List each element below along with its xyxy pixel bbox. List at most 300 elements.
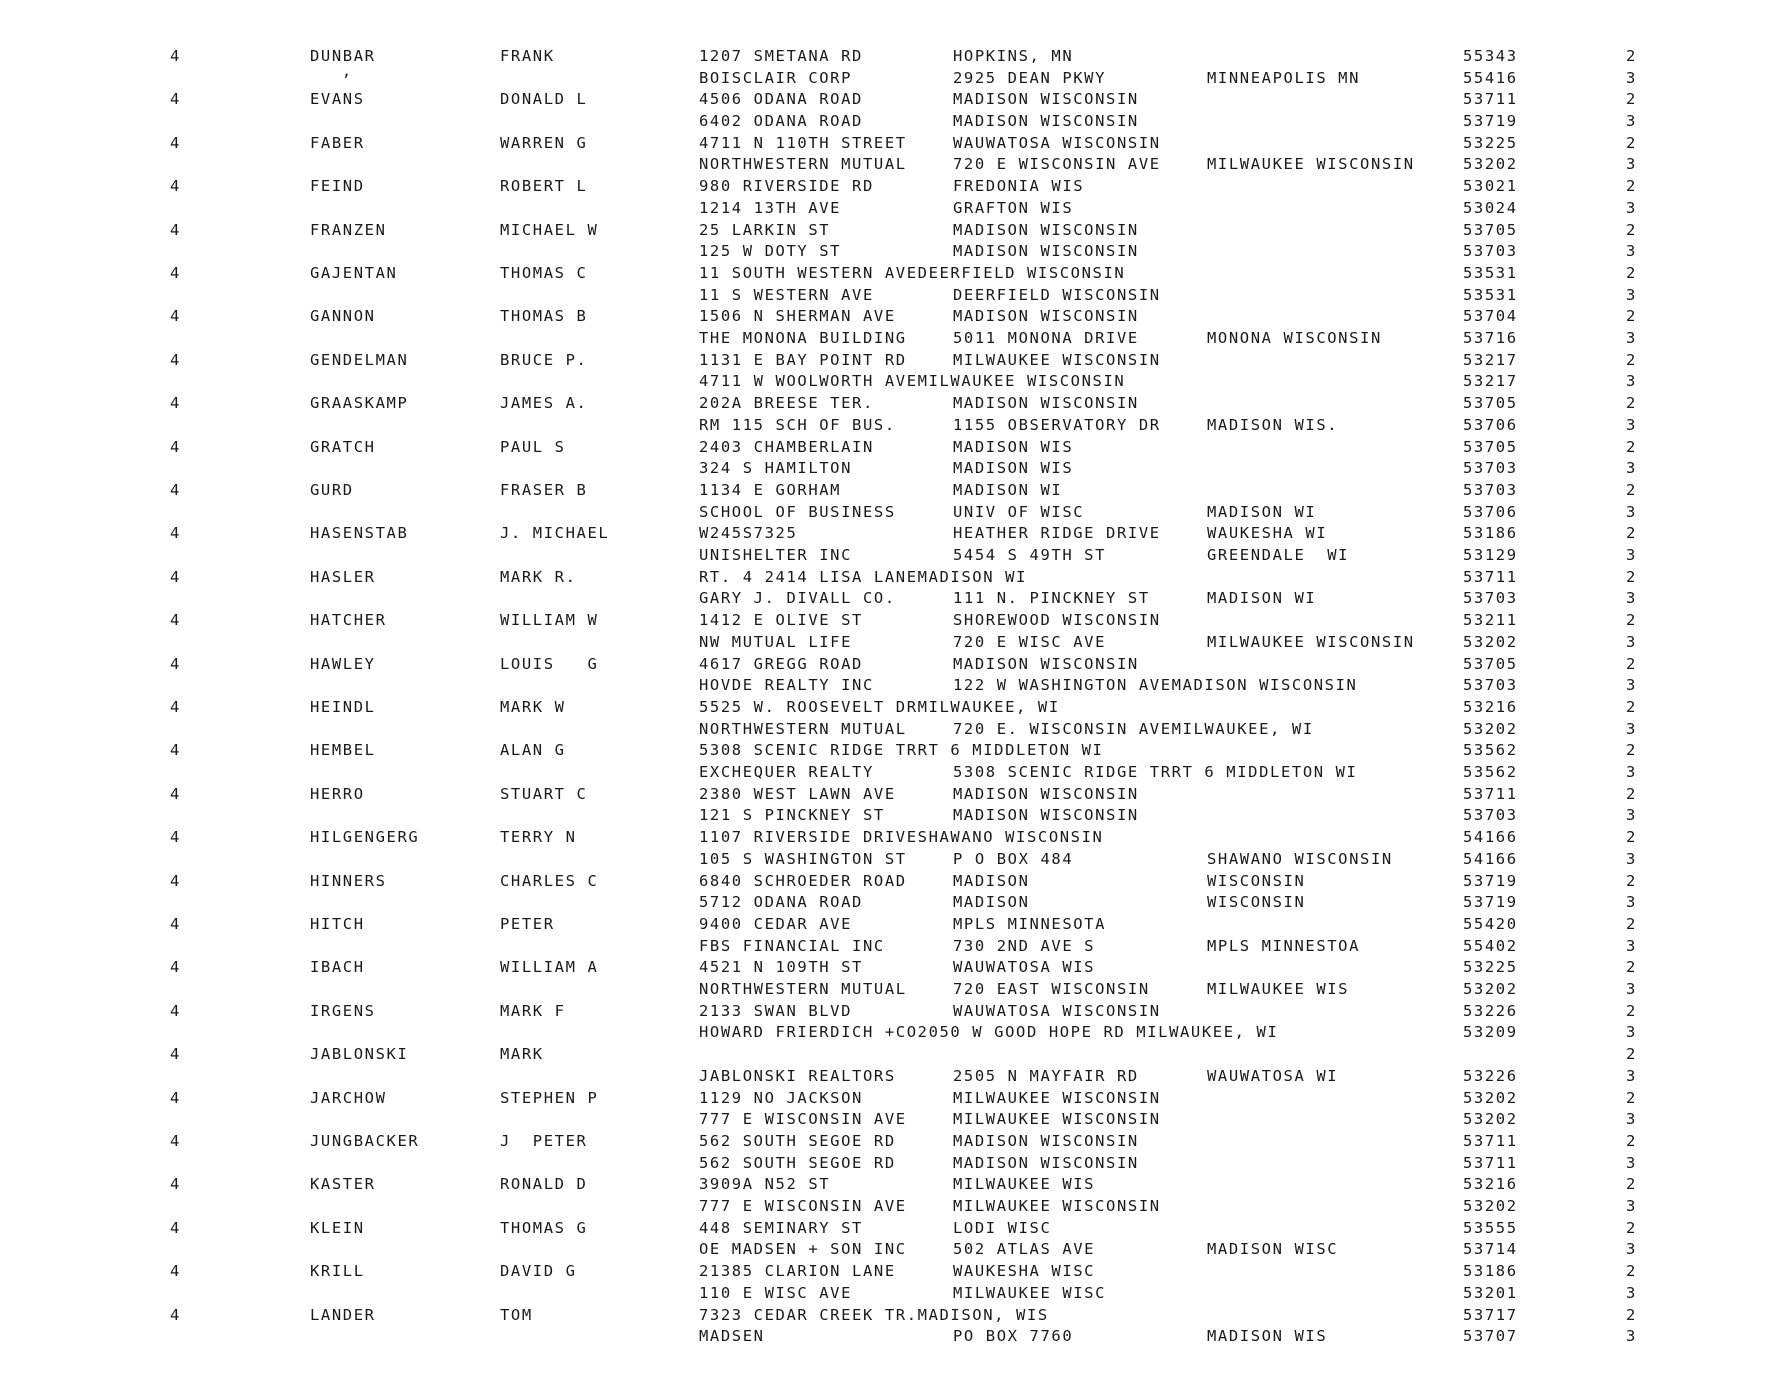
zip-code: 53186 — [1463, 1262, 1518, 1281]
address-line: GARY J. DIVALL CO. — [699, 589, 896, 608]
city-field: P O BOX 484 — [953, 849, 1074, 868]
address-code: 3 — [1626, 459, 1637, 478]
last-name: HATCHER — [310, 611, 387, 630]
location-field: MADISON WIS — [1207, 1327, 1328, 1346]
group-number: 4 — [170, 1218, 181, 1237]
record-line-business — [0, 719, 1791, 741]
city-field: MADISON WISCONSIN — [953, 1153, 1139, 1172]
address-code: 2 — [1626, 828, 1637, 847]
address-line: 202A BREESE TER. — [699, 394, 874, 413]
zip-code: 53714 — [1463, 1240, 1518, 1259]
record-line-home — [0, 523, 1791, 545]
record-line-business — [0, 68, 1791, 90]
city-field: MADISON WISCONSIN — [953, 220, 1139, 239]
first-name: J PETER — [500, 1132, 588, 1150]
last-name: KRILL — [310, 1262, 365, 1281]
last-name: HERRO — [310, 784, 365, 803]
zip-code: 53703 — [1463, 676, 1518, 695]
last-name: HEINDL — [310, 698, 376, 716]
address-line: 1214 13TH AVE — [699, 198, 842, 217]
address-code: 3 — [1626, 893, 1637, 912]
address-code: 3 — [1626, 68, 1637, 87]
city-field: WAUWATOSA WISCONSIN — [953, 1001, 1161, 1020]
address-code: 2 — [1626, 1045, 1637, 1064]
location-field: MPLS MINNESTOA — [1207, 936, 1361, 955]
city-field: HOPKINS, MN — [953, 47, 1074, 65]
zip-code: 53216 — [1463, 1175, 1518, 1194]
address-line: NORTHWESTERN MUTUAL — [699, 980, 907, 999]
address-line: 9400 CEDAR AVE — [699, 915, 853, 933]
group-number: 4 — [170, 1088, 181, 1107]
group-number: 4 — [170, 784, 181, 803]
address-line: 1506 N SHERMAN AVE — [699, 307, 896, 326]
group-number: 4 — [170, 394, 181, 413]
directory-record — [0, 1088, 1791, 1131]
record-line-business — [0, 328, 1791, 350]
zip-code: 53202 — [1463, 632, 1518, 651]
first-name: BRUCE P. — [500, 350, 588, 369]
group-number: 4 — [170, 1305, 181, 1324]
record-line-home — [0, 1131, 1791, 1153]
address-line: 4521 N 109TH ST — [699, 958, 863, 977]
city-field: MADISON WISCONSIN — [953, 654, 1139, 673]
address-line: 4617 GREGG ROAD — [699, 654, 863, 673]
zip-code: 53202 — [1463, 1110, 1518, 1129]
first-name: PETER — [500, 915, 555, 933]
directory-record — [0, 827, 1791, 870]
record-line-business — [0, 632, 1791, 654]
address-line: SCHOOL OF BUSINESS — [699, 502, 896, 521]
directory-record — [0, 654, 1791, 697]
first-name: TOM — [500, 1305, 533, 1324]
record-line-home — [0, 871, 1791, 893]
city-field: MILWAUKEE WIS — [953, 1175, 1096, 1194]
address-code: 2 — [1626, 220, 1637, 239]
first-name: ROBERT L — [500, 177, 588, 196]
city-field: 2925 DEAN PKWY — [953, 68, 1107, 87]
zip-code: 53531 — [1463, 285, 1518, 304]
zip-code: 53703 — [1463, 589, 1518, 608]
address-code: 2 — [1626, 437, 1637, 456]
address-code: 3 — [1626, 763, 1637, 782]
record-line-home — [0, 1044, 1791, 1066]
directory-record — [0, 957, 1791, 1000]
address-code: 3 — [1626, 1283, 1637, 1302]
first-name: RONALD D — [500, 1175, 588, 1194]
address-line: 1412 E OLIVE ST — [699, 611, 863, 630]
address-code: 2 — [1626, 654, 1637, 673]
address-line: 5308 SCENIC RIDGE TRRT 6 MIDDLETON WI — [699, 741, 1104, 760]
address-code: 2 — [1626, 611, 1637, 630]
directory-record — [0, 1001, 1791, 1044]
record-line-home — [0, 610, 1791, 632]
zip-code: 55420 — [1463, 915, 1518, 933]
zip-code: 53705 — [1463, 220, 1518, 239]
record-line-business — [0, 285, 1791, 307]
directory-record — [0, 133, 1791, 176]
address-code: 3 — [1626, 285, 1637, 304]
zip-code: 53707 — [1463, 1327, 1518, 1346]
zip-code: 53719 — [1463, 112, 1518, 131]
zip-code: 53225 — [1463, 958, 1518, 977]
directory-record — [0, 1174, 1791, 1217]
city-field: WAUWATOSA WISCONSIN — [953, 133, 1161, 152]
zip-code: 53705 — [1463, 394, 1518, 413]
address-code: 2 — [1626, 177, 1637, 196]
zip-code: 53711 — [1463, 567, 1518, 586]
zip-code: 53704 — [1463, 307, 1518, 326]
record-line-home — [0, 697, 1791, 719]
directory-record — [0, 306, 1791, 349]
city-field: FREDONIA WIS — [953, 177, 1085, 196]
address-code: 2 — [1626, 307, 1637, 326]
address-line: 4711 W WOOLWORTH AVEMILWAUKEE WISCONSIN — [699, 372, 1126, 391]
address-line: 5712 ODANA ROAD — [699, 893, 863, 912]
address-line: 4506 ODANA ROAD — [699, 90, 863, 109]
address-code: 3 — [1626, 632, 1637, 651]
address-code: 3 — [1626, 155, 1637, 174]
address-code: 3 — [1626, 1197, 1637, 1216]
zip-code: 53217 — [1463, 350, 1518, 369]
zip-code: 53711 — [1463, 90, 1518, 109]
zip-code: 53024 — [1463, 198, 1518, 217]
directory-record — [0, 567, 1791, 610]
location-field: MADISON WI — [1207, 589, 1317, 608]
address-line: 7323 CEDAR CREEK TR.MADISON, WIS — [699, 1305, 1049, 1324]
city-field: 5454 S 49TH ST — [953, 546, 1107, 565]
first-name: WARREN G — [500, 133, 588, 152]
location-field: MILWAUKEE WIS — [1207, 980, 1350, 999]
city-field: GRAFTON WIS — [953, 198, 1074, 217]
directory-record — [0, 89, 1791, 132]
city-field: WAUWATOSA WIS — [953, 958, 1096, 977]
first-name: TERRY N — [500, 828, 577, 847]
zip-code: 53202 — [1463, 980, 1518, 999]
city-field: UNIV OF WISC — [953, 502, 1085, 521]
record-line-business — [0, 1022, 1791, 1044]
address-line: 777 E WISCONSIN AVE — [699, 1197, 907, 1216]
group-number: 4 — [170, 90, 181, 109]
directory-record — [0, 437, 1791, 480]
zip-code: 53129 — [1463, 546, 1518, 565]
address-code: 2 — [1626, 1305, 1637, 1324]
last-name: HEMBEL — [310, 741, 376, 760]
address-code: 2 — [1626, 567, 1637, 586]
group-number: 4 — [170, 611, 181, 630]
stray-mark: , — [342, 62, 352, 80]
address-code: 3 — [1626, 980, 1637, 999]
address-line: 1131 E BAY POINT RD — [699, 350, 907, 369]
record-line-business — [0, 979, 1791, 1001]
address-code: 2 — [1626, 133, 1637, 152]
city-field: MADISON WISCONSIN — [953, 806, 1139, 825]
directory-record — [0, 176, 1791, 219]
zip-code: 53531 — [1463, 264, 1518, 282]
record-line-home — [0, 306, 1791, 328]
address-code: 2 — [1626, 264, 1637, 282]
first-name: MARK F — [500, 1001, 566, 1020]
address-code: 2 — [1626, 1132, 1637, 1150]
first-name: MICHAEL W — [500, 220, 599, 239]
address-line: BOISCLAIR CORP — [699, 68, 853, 87]
address-code: 3 — [1626, 719, 1637, 738]
last-name: HASENSTAB — [310, 524, 409, 543]
address-line: 5525 W. ROOSEVELT DRMILWAUKEE, WI — [699, 698, 1060, 716]
record-line-business — [0, 1239, 1791, 1261]
zip-code: 53719 — [1463, 893, 1518, 912]
record-line-business — [0, 936, 1791, 958]
record-line-business — [0, 762, 1791, 784]
group-number: 4 — [170, 177, 181, 196]
record-line-home — [0, 1174, 1791, 1196]
address-code: 3 — [1626, 1153, 1637, 1172]
city-field: MILWAUKEE WISCONSIN — [953, 1110, 1161, 1129]
city-field: MILWAUKEE WISC — [953, 1283, 1107, 1302]
zip-code: 53209 — [1463, 1023, 1518, 1042]
zip-code: 53202 — [1463, 719, 1518, 738]
address-line: FBS FINANCIAL INC — [699, 936, 885, 955]
record-line-home — [0, 480, 1791, 502]
group-number: 4 — [170, 481, 181, 499]
zip-code: 53202 — [1463, 155, 1518, 174]
city-field: 1155 OBSERVATORY DR — [953, 415, 1161, 434]
directory-record — [0, 393, 1791, 436]
record-line-business — [0, 849, 1791, 871]
address-code: 3 — [1626, 329, 1637, 348]
zip-code: 55343 — [1463, 47, 1518, 65]
last-name: HINNERS — [310, 871, 387, 890]
address-code: 2 — [1626, 350, 1637, 369]
location-field: WISCONSIN — [1207, 871, 1306, 890]
address-code: 2 — [1626, 394, 1637, 413]
city-field: MADISON WISCONSIN — [953, 242, 1139, 261]
zip-code: 55416 — [1463, 68, 1518, 87]
address-code: 3 — [1626, 849, 1637, 868]
record-line-home — [0, 263, 1791, 285]
city-field: WAUKESHA WISC — [953, 1262, 1096, 1281]
address-code: 2 — [1626, 481, 1637, 499]
first-name: STEPHEN P — [500, 1088, 599, 1107]
last-name: FRANZEN — [310, 220, 387, 239]
address-line: 2380 WEST LAWN AVE — [699, 784, 896, 803]
record-line-business — [0, 198, 1791, 220]
directory-record — [0, 740, 1791, 783]
record-line-home — [0, 46, 1791, 68]
address-code: 2 — [1626, 784, 1637, 803]
address-line: UNISHELTER INC — [699, 546, 853, 565]
directory-record — [0, 871, 1791, 914]
city-field: MADISON WIS — [953, 459, 1074, 478]
group-number: 4 — [170, 133, 181, 152]
address-line: 110 E WISC AVE — [699, 1283, 853, 1302]
last-name: JARCHOW — [310, 1088, 387, 1107]
last-name: JUNGBACKER — [310, 1132, 420, 1150]
city-field: MADISON WISCONSIN — [953, 784, 1139, 803]
first-name: MARK — [500, 1045, 544, 1064]
record-line-home — [0, 393, 1791, 415]
last-name: GRATCH — [310, 437, 376, 456]
address-code: 3 — [1626, 112, 1637, 131]
record-line-business — [0, 1153, 1791, 1175]
group-number: 4 — [170, 307, 181, 326]
address-code: 2 — [1626, 1218, 1637, 1237]
address-line: 121 S PINCKNEY ST — [699, 806, 885, 825]
city-field: DEERFIELD WISCONSIN — [953, 285, 1161, 304]
first-name: DONALD L — [500, 90, 588, 109]
first-name: JAMES A. — [500, 394, 588, 413]
address-line: 6402 ODANA ROAD — [699, 112, 863, 131]
location-field: MADISON WISC — [1207, 1240, 1339, 1259]
address-line: 1207 SMETANA RD — [699, 47, 863, 65]
city-field: MPLS MINNESOTA — [953, 915, 1107, 933]
zip-code: 53711 — [1463, 1132, 1518, 1150]
city-field: MADISON WISCONSIN — [953, 394, 1139, 413]
first-name: THOMAS G — [500, 1218, 588, 1237]
zip-code: 54166 — [1463, 828, 1518, 847]
zip-code: 53225 — [1463, 133, 1518, 152]
city-field: 111 N. PINCKNEY ST — [953, 589, 1150, 608]
record-line-home — [0, 1261, 1791, 1283]
city-field: HEATHER RIDGE DRIVE — [953, 524, 1161, 543]
record-line-business — [0, 892, 1791, 914]
city-field: 502 ATLAS AVE — [953, 1240, 1096, 1259]
record-line-home — [0, 176, 1791, 198]
record-line-business — [0, 588, 1791, 610]
directory-record — [0, 480, 1791, 523]
directory-record — [0, 1044, 1791, 1087]
zip-code: 53711 — [1463, 784, 1518, 803]
first-name: THOMAS C — [500, 264, 588, 282]
first-name: MARK R. — [500, 567, 577, 586]
first-name: DAVID G — [500, 1262, 577, 1281]
address-code: 3 — [1626, 1066, 1637, 1085]
city-field: MADISON WISCONSIN — [953, 1132, 1139, 1150]
address-line: 105 S WASHINGTON ST — [699, 849, 907, 868]
city-field: 720 E WISC AVE — [953, 632, 1107, 651]
address-code: 3 — [1626, 1327, 1637, 1346]
record-line-business — [0, 805, 1791, 827]
first-name: WILLIAM W — [500, 611, 599, 630]
record-line-business — [0, 1196, 1791, 1218]
first-name: THOMAS B — [500, 307, 588, 326]
group-number: 4 — [170, 958, 181, 977]
last-name: IBACH — [310, 958, 365, 977]
record-line-business — [0, 241, 1791, 263]
city-field: MILWAUKEE WISCONSIN — [953, 1197, 1161, 1216]
record-line-home — [0, 740, 1791, 762]
address-code: 3 — [1626, 242, 1637, 261]
last-name: HAWLEY — [310, 654, 376, 673]
record-line-home — [0, 784, 1791, 806]
address-line: RT. 4 2414 LISA LANEMADISON WI — [699, 567, 1027, 586]
zip-code: 53186 — [1463, 524, 1518, 543]
group-number: 4 — [170, 1045, 181, 1064]
last-name: GURD — [310, 481, 354, 499]
address-code: 3 — [1626, 676, 1637, 695]
address-line: NORTHWESTERN MUTUAL — [699, 155, 907, 174]
address-line: 4711 N 110TH STREET — [699, 133, 907, 152]
last-name: EVANS — [310, 90, 365, 109]
city-field: 720 E WISCONSIN AVE — [953, 155, 1161, 174]
record-line-home — [0, 437, 1791, 459]
address-line: NW MUTUAL LIFE — [699, 632, 853, 651]
zip-code: 53562 — [1463, 763, 1518, 782]
record-line-home — [0, 1305, 1791, 1327]
zip-code: 53703 — [1463, 481, 1518, 499]
record-line-business — [0, 415, 1791, 437]
first-name: STUART C — [500, 784, 588, 803]
last-name: IRGENS — [310, 1001, 376, 1020]
zip-code: 53226 — [1463, 1001, 1518, 1020]
address-line: 3909A N52 ST — [699, 1175, 831, 1194]
group-number: 4 — [170, 1132, 181, 1150]
address-code: 3 — [1626, 1110, 1637, 1129]
group-number: 4 — [170, 1262, 181, 1281]
record-line-home — [0, 567, 1791, 589]
last-name: GANNON — [310, 307, 376, 326]
city-field: MADISON WIS — [953, 437, 1074, 456]
city-field: MADISON WISCONSIN — [953, 90, 1139, 109]
first-name: MARK W — [500, 698, 566, 716]
city-field: 720 E. WISCONSIN AVEMILWAUKEE, WI — [953, 719, 1314, 738]
address-code: 2 — [1626, 1088, 1637, 1107]
zip-code: 53211 — [1463, 611, 1518, 630]
record-line-home — [0, 1001, 1791, 1023]
address-line: W245S7325 — [699, 524, 798, 543]
record-line-home — [0, 133, 1791, 155]
address-code: 2 — [1626, 1001, 1637, 1020]
address-line: 1107 RIVERSIDE DRIVESHAWANO WISCONSIN — [699, 828, 1104, 847]
directory-record — [0, 350, 1791, 393]
first-name: CHARLES C — [500, 871, 599, 890]
last-name: GAJENTAN — [310, 264, 398, 282]
address-code: 3 — [1626, 198, 1637, 217]
record-line-business — [0, 111, 1791, 133]
last-name: FEIND — [310, 177, 365, 196]
group-number: 4 — [170, 524, 181, 543]
group-number: 4 — [170, 1001, 181, 1020]
address-line: 1134 E GORHAM — [699, 481, 842, 499]
zip-code: 53706 — [1463, 502, 1518, 521]
record-line-business — [0, 1283, 1791, 1305]
address-line: OE MADSEN + SON INC — [699, 1240, 907, 1259]
group-number: 4 — [170, 828, 181, 847]
address-line: THE MONONA BUILDING — [699, 329, 907, 348]
directory-record — [0, 784, 1791, 827]
record-line-home — [0, 654, 1791, 676]
address-code: 2 — [1626, 741, 1637, 760]
zip-code: 53202 — [1463, 1088, 1518, 1107]
zip-code: 53202 — [1463, 1197, 1518, 1216]
group-number: 4 — [170, 1175, 181, 1194]
zip-code: 53555 — [1463, 1218, 1518, 1237]
location-field: WAUWATOSA WI — [1207, 1066, 1339, 1085]
directory-record — [0, 1131, 1791, 1174]
address-code: 2 — [1626, 958, 1637, 977]
record-line-home — [0, 1088, 1791, 1110]
city-field: MILWAUKEE WISCONSIN — [953, 1088, 1161, 1107]
zip-code: 54166 — [1463, 849, 1518, 868]
directory-record — [0, 610, 1791, 653]
address-line: 2133 SWAN BLVD — [699, 1001, 853, 1020]
directory-record — [0, 263, 1791, 306]
address-line: 11 SOUTH WESTERN AVEDEERFIELD WISCONSIN — [699, 264, 1126, 282]
address-line: EXCHEQUER REALTY — [699, 763, 874, 782]
record-line-business — [0, 502, 1791, 524]
location-field: MILWAUKEE WISCONSIN — [1207, 632, 1415, 651]
address-code: 3 — [1626, 936, 1637, 955]
address-line: JABLONSKI REALTORS — [699, 1066, 896, 1085]
